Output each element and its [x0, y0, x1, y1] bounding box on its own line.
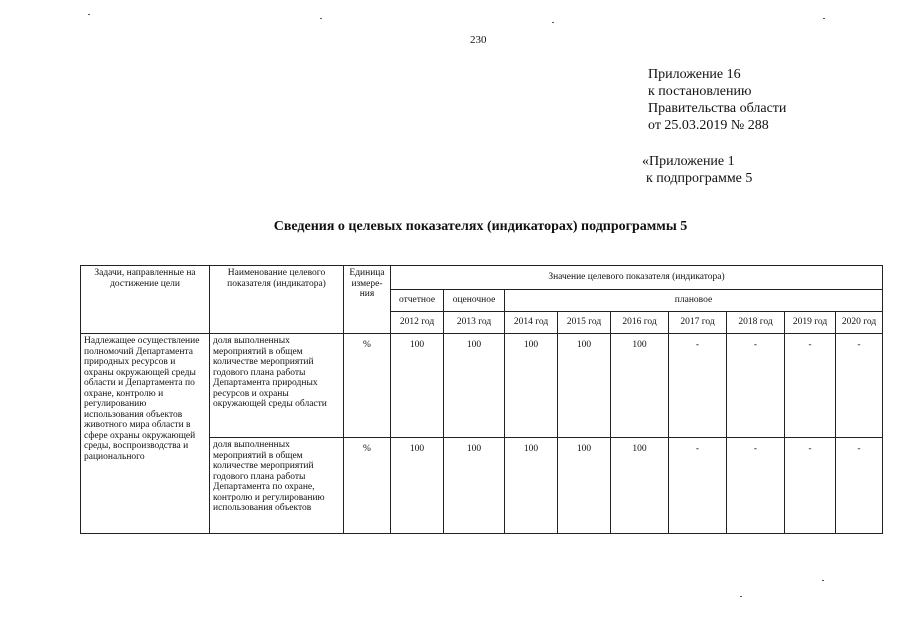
header-tasks: Задачи, направленные на достижение цели [81, 266, 210, 334]
header-estimated: оценочное [444, 290, 505, 312]
page-number: 230 [470, 34, 487, 46]
subappendix-line: «Приложение 1 [642, 154, 735, 169]
header-year: 2014 год [505, 312, 558, 334]
appendix-line: Правительства области [648, 101, 787, 116]
appendix-header [648, 66, 786, 134]
value-cell: 100 [444, 438, 505, 534]
header-reported: отчетное [391, 290, 444, 312]
appendix-line: Приложение 16 [648, 67, 741, 82]
value-cell: - [836, 438, 883, 534]
header-planned: плановое [505, 290, 883, 312]
value-cell: - [785, 438, 836, 534]
header-year: 2017 год [669, 312, 727, 334]
value-cell: - [727, 334, 785, 438]
value-cell: - [669, 334, 727, 438]
scan-speck [88, 14, 90, 15]
document-title-text: Сведения о целевых показателях (индикаторах) подпрограммы 5 [273, 219, 688, 234]
indicators-table [80, 265, 883, 534]
header-year: 2018 год [727, 312, 785, 334]
header-year: 2020 год [836, 312, 883, 334]
header-value: Значение целевого показателя (индикатора) [391, 266, 883, 290]
value-cell: 100 [611, 334, 669, 438]
header-year: 2019 год [785, 312, 836, 334]
value-cell: 100 [391, 438, 444, 534]
scan-speck [552, 22, 554, 23]
unit-cell: % [344, 334, 391, 438]
value-cell: - [669, 438, 727, 534]
document-title [0, 219, 905, 235]
indicator-cell: доля выполненных мероприятий в общем количестве мероприятий годового плана работы Департамента по охране, контролю и регулированию использования объектов [210, 438, 344, 534]
value-cell: - [836, 334, 883, 438]
subappendix-line: к подпрограмме 5 [646, 171, 753, 186]
header-year: 2013 год [444, 312, 505, 334]
value-cell: 100 [505, 438, 558, 534]
header-year: 2012 год [391, 312, 444, 334]
appendix-line: к постановлению [648, 84, 752, 99]
header-indicator-name: Наименование целевого показателя (индикатора) [210, 266, 344, 334]
scan-speck [320, 18, 322, 19]
indicator-cell: доля выполненных мероприятий в общем количестве мероприятий годового плана работы Департамента природных ресурсов и охраны окружающей среды области [210, 334, 344, 438]
value-cell: 100 [611, 438, 669, 534]
value-cell: 100 [558, 438, 611, 534]
task-cell: Надлежащее осуществление полномочий Департамента природных ресурсов и охраны окружающей среды области и Департамента по охране, контролю и регулированию использования объектов животного мира области в сфере охраны окружающей среды, воспроизводства и рационального [81, 334, 210, 534]
value-cell: 100 [444, 334, 505, 438]
appendix-line: от 25.03.2019 № 288 [648, 118, 769, 133]
value-cell: 100 [505, 334, 558, 438]
unit-cell: % [344, 438, 391, 534]
value-cell: - [727, 438, 785, 534]
header-year: 2015 год [558, 312, 611, 334]
value-cell: 100 [391, 334, 444, 438]
value-cell: 100 [558, 334, 611, 438]
scan-speck [822, 580, 824, 581]
header-year: 2016 год [611, 312, 669, 334]
subappendix-header [642, 153, 752, 187]
scan-speck [740, 596, 742, 597]
table-row [81, 334, 883, 438]
header-unit: Единица измере-ния [344, 266, 391, 334]
scan-speck [823, 18, 825, 19]
value-cell: - [785, 334, 836, 438]
